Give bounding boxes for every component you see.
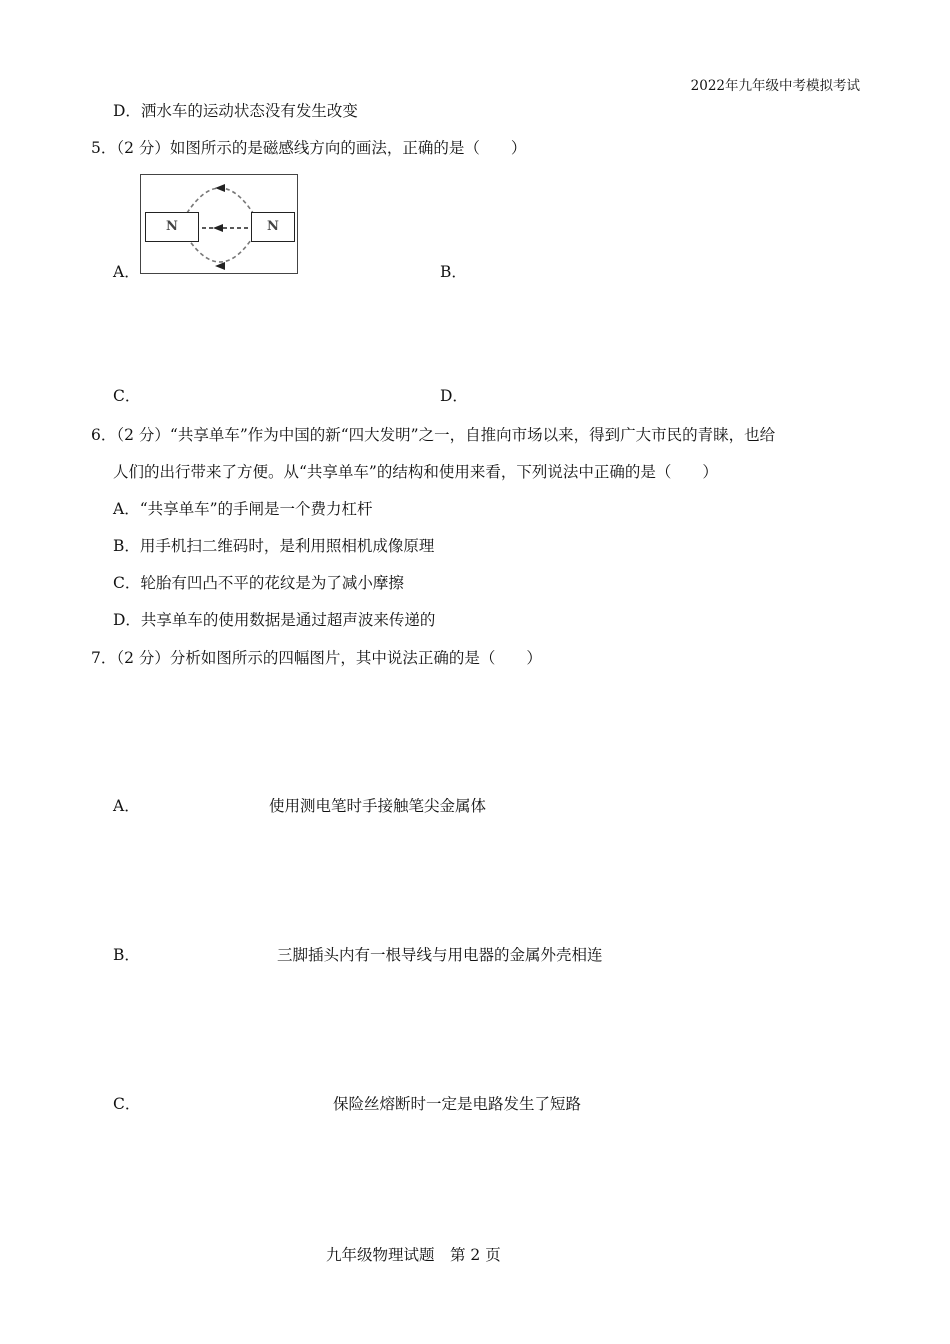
q6-option-b: B．用手机扫二维码时，是利用照相机成像原理 xyxy=(113,537,435,555)
q7-option-c-text: 保险丝熔断时一定是电路发生了短路 xyxy=(333,1095,582,1113)
upper-field-line xyxy=(187,188,253,213)
magnetic-field-figure xyxy=(140,174,298,274)
q7-option-a-label: A． xyxy=(113,797,140,815)
page-footer: 九年级物理试题 第 2 页 xyxy=(326,1246,501,1264)
q6-stem-line2: 人们的出行带来了方便。从“共享单车”的结构和使用来看，下列说法中正确的是（ ） xyxy=(113,463,718,481)
q6-stem-line1: 6．（2 分）“共享单车”作为中国的新“四大发明”之一，自推向市场以来，得到广大市民的青睐，也给 xyxy=(91,426,776,444)
magnet-right: N xyxy=(251,212,295,242)
q5-option-a: A． xyxy=(113,263,140,281)
q5-option-c: C． xyxy=(113,387,141,405)
exam-header-title: 2022年九年级中考模拟考试 xyxy=(690,78,860,94)
magnet-left: N xyxy=(145,212,199,242)
q7-option-b-label: B． xyxy=(113,946,140,964)
upper-arrow-icon xyxy=(215,184,225,192)
q7-option-c-label: C． xyxy=(113,1095,141,1113)
q7-option-a-text: 使用测电笔时手接触笔尖金属体 xyxy=(269,797,487,815)
q6-option-d: D．共享单车的使用数据是通过超声波来传递的 xyxy=(113,611,436,629)
q6-option-c: C．轮胎有凹凸不平的花纹是为了减小摩擦 xyxy=(113,574,404,592)
q4-option-d: D．洒水车的运动状态没有发生改变 xyxy=(113,102,358,120)
q5-stem: 5．（2 分）如图所示的是磁感线方向的画法，正确的是（ ） xyxy=(91,139,527,157)
q5-option-d: D． xyxy=(440,387,468,405)
middle-arrow-icon xyxy=(213,224,223,232)
lower-arrow-icon xyxy=(215,262,225,270)
q7-option-b-text: 三脚插头内有一根导线与用电器的金属外壳相连 xyxy=(277,946,603,964)
q5-option-b: B． xyxy=(440,263,467,281)
q7-stem: 7．（2 分）分析如图所示的四幅图片，其中说法正确的是（ ） xyxy=(91,649,542,667)
q6-option-a: A．“共享单车”的手闸是一个费力杠杆 xyxy=(113,500,373,518)
